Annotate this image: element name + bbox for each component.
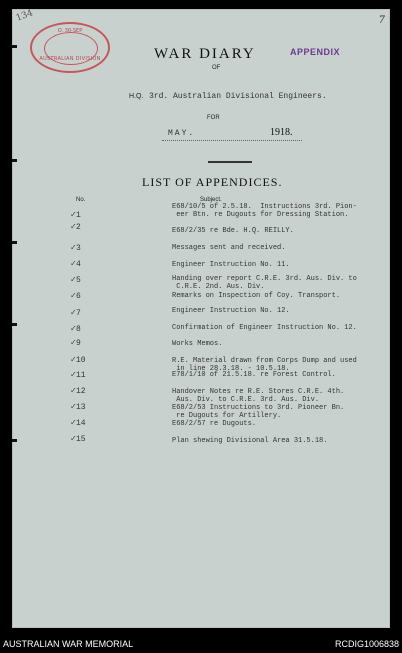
tick-mark: ✓: [70, 308, 77, 317]
month-value: MAY.: [168, 129, 196, 138]
tick-mark: ✓: [70, 324, 77, 333]
appendix-subject: Messages sent and received.: [172, 244, 286, 252]
appendix-number: 2: [76, 223, 81, 232]
appendix-subject: Works Memos.: [172, 340, 223, 348]
stamp-top-text: O. 30-SEP: [57, 28, 83, 34]
of-label: OF: [212, 65, 221, 71]
appendix-number: 8: [76, 325, 81, 334]
tick-mark: ✓: [70, 243, 77, 252]
appendix-number: 5: [76, 276, 81, 285]
appendix-number: 1: [76, 211, 81, 220]
punch-hole: [12, 323, 17, 326]
document-page: [12, 9, 390, 628]
appendix-subject: Handover Notes re R.E. Stores C.R.E. 4th. Aus. Div. to C.R.E. 3rd. Aus. Div.: [172, 388, 345, 404]
column-header-subject: Subject.: [200, 197, 222, 203]
appendix-number: 12: [76, 387, 86, 396]
hq-label: H.Q.: [129, 93, 144, 100]
footer-id: RCDIG1006838: [334, 639, 399, 649]
tick-mark: ✓: [70, 275, 77, 284]
footer: [0, 636, 402, 653]
appendix-number: 15: [76, 435, 86, 444]
stamp-text: AUSTRALIAN DIVISION: [39, 56, 101, 62]
appendix-subject: E68/10/5 of 2.5.18. Instructions 3rd. Pion- eer Btn. re Dugouts for Dressing Station.: [172, 203, 357, 219]
appendix-subject: R.E. Material drawn from Corps Dump and used in line 28.3.18. - 10.5.18.: [172, 357, 357, 373]
appendix-number: 6: [76, 292, 81, 301]
page-title: WAR DIARY: [154, 46, 256, 62]
hq-value: 3rd. Australian Divisional Engineers.: [149, 92, 327, 101]
appendix-number: 7: [76, 309, 81, 318]
footer-source: AUSTRALIAN WAR MEMORIAL: [3, 639, 134, 649]
tick-mark: ✓: [70, 338, 77, 347]
punch-hole: [12, 439, 17, 442]
appendix-subject: E68/2/35 re Bde. H.Q. REILLY.: [172, 227, 294, 235]
corner-mark: 134: [14, 8, 35, 24]
year-value: 1918.: [270, 127, 293, 138]
title-rule: [208, 161, 252, 163]
appendix-subject: Plan shewing Divisional Area 31.5.18.: [172, 437, 328, 445]
tick-mark: ✓: [70, 259, 77, 268]
tick-mark: ✓: [70, 355, 77, 364]
column-header-no: No.: [76, 197, 86, 203]
appendix-number: 10: [76, 356, 86, 365]
tick-mark: ✓: [70, 434, 77, 443]
appendix-number: 11: [76, 371, 86, 380]
appendix-subject: E68/2/53 Instructions to 3rd. Pioneer Bn. re Dugouts for Artillery.: [172, 404, 345, 420]
appendix-number: 13: [76, 403, 86, 412]
punch-hole: [12, 45, 17, 48]
tick-mark: ✓: [70, 210, 77, 219]
tick-mark: ✓: [70, 402, 77, 411]
list-title: LIST OF APPENDICES.: [142, 175, 283, 189]
tick-mark: ✓: [70, 418, 77, 427]
appendix-subject: Remarks on Inspection of Coy. Transport.: [172, 292, 341, 300]
punch-hole: [12, 241, 17, 244]
appendix-number: 9: [76, 339, 81, 348]
tick-mark: ✓: [70, 291, 77, 300]
appendix-subject: E68/2/57 re Dugouts.: [172, 420, 257, 428]
appendix-subject: Engineer Instruction No. 12.: [172, 307, 290, 315]
page-number: 7: [378, 15, 385, 26]
appendix-subject: E78/1/10 of 21.5.18. re Forest Control.: [172, 371, 336, 379]
appendix-number: 3: [76, 244, 81, 253]
appendix-subject: Handing over report C.R.E. 3rd. Aus. Div. to C.R.E. 2nd. Aus. Div.: [172, 275, 357, 291]
tick-mark: ✓: [70, 370, 77, 379]
division-stamp: [30, 22, 110, 73]
dotted-line: [162, 140, 302, 141]
punch-hole: [12, 159, 17, 162]
tick-mark: ✓: [70, 222, 77, 231]
for-label: FOR: [207, 115, 220, 121]
appendix-number: 14: [76, 419, 86, 428]
tick-mark: ✓: [70, 386, 77, 395]
appendix-subject: Engineer Instruction No. 11.: [172, 261, 290, 269]
appendix-subject: Confirmation of Engineer Instruction No. 12.: [172, 324, 357, 332]
appendix-stamp: APPENDIX: [290, 47, 341, 57]
appendix-number: 4: [76, 260, 81, 269]
